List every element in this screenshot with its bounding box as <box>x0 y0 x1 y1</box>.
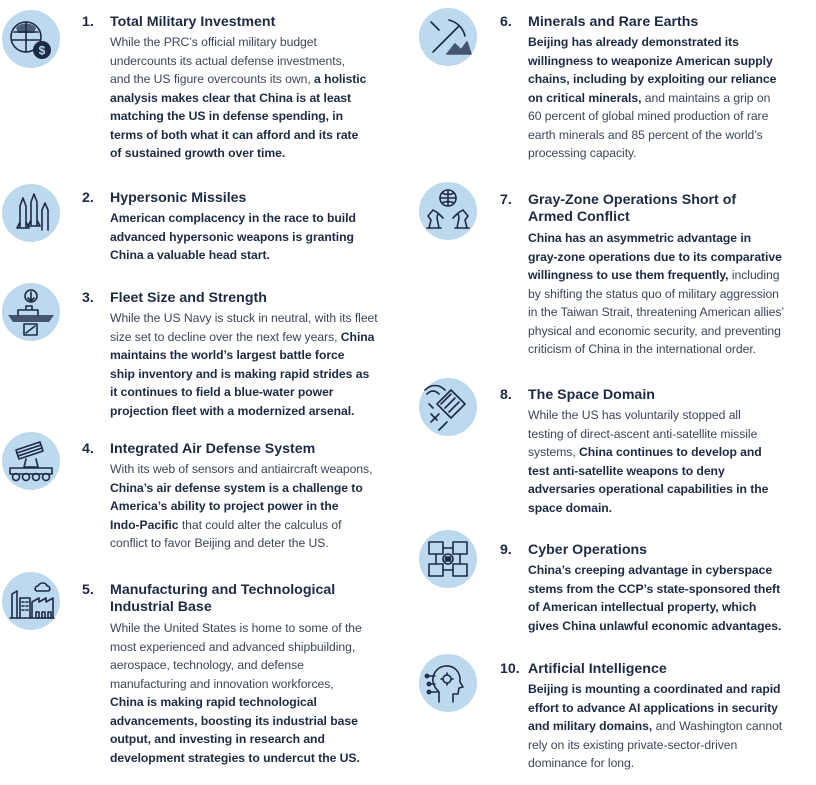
item-body: Beijing has already demonstrated its willingness to weaponize American supply chains, including by exploiting our reliance on critical minerals, and maintains a grip on 60 percent of global mined production of rare earth minerals and 85 percent of the world’s processing capacity. <box>528 35 777 160</box>
svg-text:$: $ <box>38 43 46 58</box>
satellite-icon <box>419 378 477 436</box>
pickaxe-mountain-icon <box>419 8 477 66</box>
item-title: Integrated Air Defense System <box>110 441 316 457</box>
missile-launcher-vehicle-icon <box>2 432 60 490</box>
factory-icon <box>2 572 60 630</box>
item-body: China has an asymmetric advantage in gray-zone operations due to its comparative willingness to use them frequently, including by shifting the status quo of military aggression in the Taiwan Strait, threatening American allies’ physical and economic security, and preventing criticism of China in the international order. <box>528 231 785 356</box>
item-body: Beijing is mounting a coordinated and rapid effort to advance AI applications in security and military domains, and Washington cannot rely on its existing private-sector-driven dominance for long. <box>528 682 783 770</box>
item-number: 10. <box>500 661 520 677</box>
item-title: Gray-Zone Operations Short of Armed Conflict <box>528 192 737 225</box>
item-body: American complacency in the race to build advanced hypersonic weapons is granting China a valuable head start. <box>110 211 356 262</box>
item-body: China’s creeping advantage in cyberspace stems from the CCP’s state-sponsored theft of American intellectual property, which gives China unlawful economic advantages. <box>528 563 782 633</box>
item-title: Cyber Operations <box>528 542 648 558</box>
item-number: 7. <box>500 192 512 208</box>
item-title: Minerals and Rare Earths <box>528 14 699 30</box>
item-number: 9. <box>500 542 512 558</box>
item-body: While the United States is home to some of the most experienced and advanced shipbuilding, aerospace, technology, and defense manufacturing and innovation workforces, China is making rapid technological advancements, boosting its industrial base output, and investing in research and development strategies to undercut the US. <box>110 621 362 765</box>
item-number: 3. <box>82 290 94 306</box>
item-number: 4. <box>82 441 94 457</box>
item-number: 8. <box>500 387 512 403</box>
navy-ship-anchor-icon <box>2 283 60 341</box>
ai-head-icon <box>419 654 477 712</box>
item-title: The Space Domain <box>528 387 655 403</box>
item-body: With its web of sensors and antiaircraft weapons, China’s air defense system is a challenge to America’s ability to project power in the Indo-Pacific that could alter the calculus of conflict to favor Beijing and deter the US. <box>110 462 373 550</box>
item-title: Artificial Intelligence <box>528 661 667 677</box>
item-title: Hypersonic Missiles <box>110 190 247 206</box>
item-number: 2. <box>82 190 94 206</box>
item-number: 6. <box>500 14 512 30</box>
item-body: While the US has voluntarily stopped all testing of direct-ascent anti-satellite missile systems, China continues to develop and test anti-satellite weapons to deny adversaries operational capabilities in the space domain. <box>528 408 769 515</box>
item-number: 1. <box>82 14 94 30</box>
item-title: Fleet Size and Strength <box>110 290 267 306</box>
item-title: Total Military Investment <box>110 14 276 30</box>
globe-soldier-money-icon <box>2 10 60 68</box>
cyber-network-icon <box>419 530 477 588</box>
item-body: While the US Navy is stuck in neutral, with its fleet size set to decline over the next few years, China maintains the world’s largest battle force ship inventory and is making rapid strides as it continues to field a blue-water power projection fleet with a modernized arsenal. <box>110 311 378 418</box>
globe-chess-knights-icon <box>419 182 477 240</box>
item-body: While the PRC’s official military budget undercounts its actual defense investments, and the US figure overcounts its own, a holistic analysis makes clear that China is at least matching the US in defense spending, in terms of both what it can afford and its rate of sustained growth over time. <box>110 35 367 160</box>
item-number: 5. <box>82 582 94 598</box>
missiles-icon <box>2 184 60 242</box>
item-title: Manufacturing and Technological Industrial Base <box>110 582 336 615</box>
